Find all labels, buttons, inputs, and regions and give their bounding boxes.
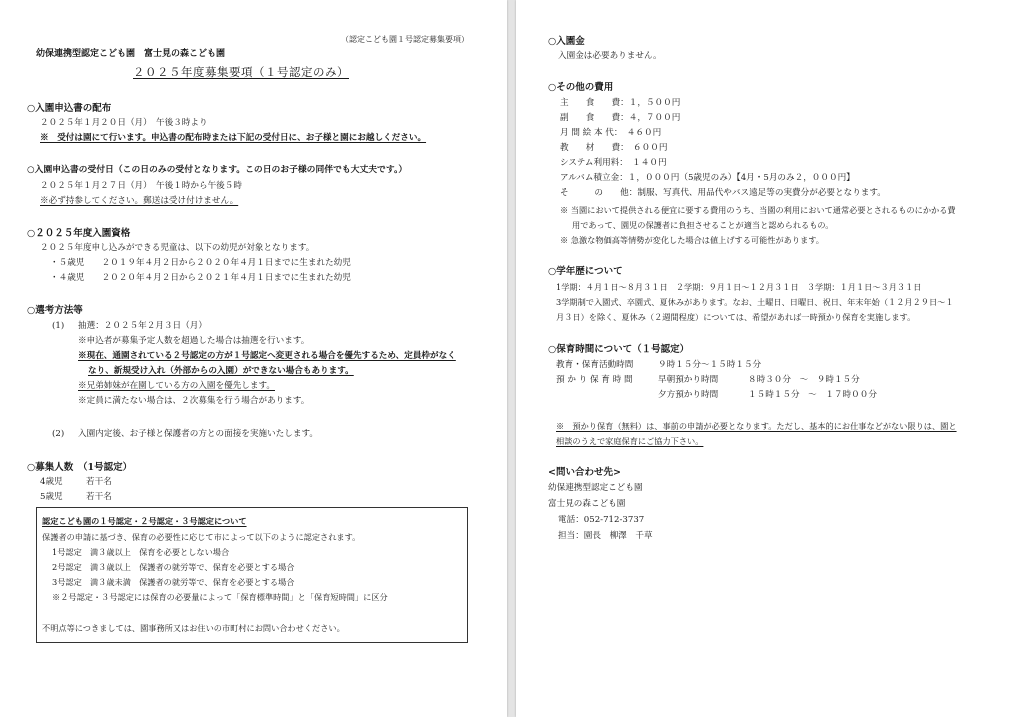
capacity-count-4: 若干名 <box>86 477 112 487</box>
selection-interview: 入園内定後、お子様と保護者の方との面接を実施いたします。 <box>78 429 318 439</box>
fees-note-line2: 用であって、園児の保護者に負担させることが適当と認められるもの。 <box>572 220 834 230</box>
eligibility-item-5yo: ・５歳児 ２０１９年４月２日から２０２０年４月１日までに生まれた幼児 <box>50 258 351 268</box>
fees-note-price-change: ※ 急激な物価高等情勢が変化した場合は値上げする可能性があります。 <box>560 235 824 245</box>
section-heading-contact: <問い合わせ先> <box>548 467 621 478</box>
selection-note-lottery: ※申込者が募集予定人数を超過した場合は抽選を行います。 <box>78 336 310 346</box>
contact-person: 担当：園長 柳澤 千草 <box>558 531 653 541</box>
capacity-count-5: 若干名 <box>86 492 112 502</box>
page-title: ２０２５年度募集要項（１号認定のみ） <box>133 65 349 79</box>
certification-info-box <box>36 507 468 643</box>
section-heading-eligibility: ○２０２５年度入園資格 <box>27 228 131 239</box>
care-hours-label-evening: 夕方預かり時間 <box>658 390 719 400</box>
selection-note-priority-line1: ※現在、通園されている２号認定の方が１号認定へ変更される場合を優先するため、定員枠がなく <box>78 351 456 361</box>
care-hours-value-education: ９時１５分～１５時１５分 <box>658 360 762 370</box>
fee-materials: 教 材 費： ６００円 <box>560 143 668 153</box>
receipt-note: ※必ず持参してください。郵送は受け付けません。 <box>40 196 239 206</box>
contact-school-name: 富士見の森こども園 <box>548 499 626 509</box>
document-subtitle-note: （認定こども園１号認定募集要項） <box>341 35 469 44</box>
box-line-contact: 不明点等につきましては、園事務所又はお住いの市町村にお問い合わせください。 <box>42 623 345 633</box>
contact-organization-type: 幼保連携型認定こども園 <box>548 483 643 493</box>
fee-picture-book: 月 間 絵 本 代： ４６０円 <box>560 128 662 138</box>
fee-side-dish: 副 食 費：４，７００円 <box>560 113 681 123</box>
box-line-type3: 3号認定 満３歳未満 保護者の就労等で、保育を必要とする場合 <box>52 577 295 587</box>
eligibility-intro: ２０２５年度申し込みができる児童は、以下の幼児が対象となります。 <box>40 243 315 253</box>
box-line-intro: 保護者の申請に基づき、保育の必要性に応じて市によって以下のように認定されます。 <box>42 532 361 542</box>
section-heading-application-receipt: ○入園申込書の受付日（この日のみの受付となります。この日のお子様の同伴でも大丈夫です。） <box>27 165 408 175</box>
box-line-type2: 2号認定 満３歳以上 保護者の就労等で、保育を必要とする場合 <box>52 562 295 572</box>
section-heading-selection: ○選考方法等 <box>27 305 83 316</box>
calendar-terms: 1学期：４月１日～８月３１日 ２学期：９月１日～１２月３１日 ３学期：１月１日～３月３１日 <box>556 282 922 292</box>
care-hours-label-morning: 早朝預かり時間 <box>658 375 719 385</box>
care-hours-value-morning: ８時３０分 ～ ９時１５分 <box>748 375 860 385</box>
fees-note-line1: ※ 当園において提供される便宜に要する費用のうち、当園の利用において通常必要とされるものにかかる費 <box>560 205 956 215</box>
box-line-note: ※２号認定・３号認定には保育の必要量によって「保育標準時間」と「保育短時間」に区分 <box>52 592 388 602</box>
section-heading-application-distribution: ○入園申込書の配布 <box>27 103 112 114</box>
section-heading-admission-fee: ○入園金 <box>548 36 585 47</box>
section-heading-school-calendar: ○学年歴について <box>548 266 623 277</box>
box-line-type1: 1号認定 満３歳以上 保育を必要としない場合 <box>52 547 230 557</box>
selection-item-2-label: (2) <box>52 429 65 439</box>
selection-note-second-round: ※定員に満たない場合は、２次募集を行う場合があります。 <box>78 396 310 406</box>
selection-item-1-label: (1) <box>52 321 65 331</box>
admission-fee-text: 入園金は必要ありません。 <box>558 51 662 61</box>
care-hours-value-evening: １５時１５分 ～ １７時００分 <box>748 390 877 400</box>
distribution-date: ２０２５年１月２０日（月） 午後３時より <box>40 118 208 128</box>
section-heading-care-hours: ○保育時間について（１号認定） <box>548 344 690 355</box>
calendar-note-line1: 3学期制で入園式、卒園式、夏休みがあります。なお、土曜日、日曜日、祝日、年末年始（１２月２９日～１ <box>556 297 954 307</box>
selection-note-priority-line2: なり、新規受け入れ（外部からの入園）ができない場合もあります。 <box>88 366 354 376</box>
care-hours-label-education: 教育・保育活動時間 <box>556 360 634 370</box>
fee-album: アルバム積立金：１，０００円（5歳児のみ）【4月・5月のみ２，０００円】 <box>560 173 855 183</box>
selection-lottery-date: 抽選：２０２５年２月３日（月） <box>78 321 207 331</box>
care-hours-label-extended: 預 か り 保 育 時 間 <box>556 375 633 385</box>
left-page <box>0 0 507 717</box>
section-heading-capacity: ○募集人数 （1号認定） <box>27 462 133 473</box>
care-hours-note-line2: 相談のうえで家庭保育にご協力下さい。 <box>556 436 704 446</box>
care-hours-note-line1: ※ 預かり保育（無料）は、事前の申請が必要となります。ただし、基本的にお仕事などがない限りは、園と <box>556 421 957 431</box>
selection-note-siblings: ※兄弟姉妹が在園している方の入園を優先します。 <box>78 381 275 391</box>
fee-other: そ の 他：制服、写真代、用品代やバス遠足等の実費分が必要となります。 <box>560 188 886 198</box>
right-page <box>516 0 1024 717</box>
receipt-date: ２０２５年１月２７日（月） 午後１時から午後５時 <box>40 181 242 191</box>
calendar-note-line2: 月３日）を除く、夏休み（２週間程度）については、希望があれば一時預かり保育を実施します。 <box>556 312 916 322</box>
fee-system: システム利用料： １４０円 <box>560 158 667 168</box>
capacity-age-4: 4歳児 <box>40 477 63 487</box>
section-heading-other-fees: ○その他の費用 <box>548 82 614 93</box>
eligibility-item-4yo: ・４歳児 ２０２０年４月２日から２０２１年４月１日までに生まれた幼児 <box>50 273 351 283</box>
distribution-note: ※ 受付は園にて行います。申込書の配布時または下記の受付日に、お子様と園にお越しください。 <box>40 133 427 143</box>
school-header: 幼保連携型認定こども園 富士見の森こども園 <box>36 49 226 59</box>
fee-staple-food: 主 食 費：１，５００円 <box>560 98 681 108</box>
capacity-age-5: 5歳児 <box>40 492 63 502</box>
box-title: 認定こども園の１号認定・２号認定・３号認定について <box>42 516 247 526</box>
contact-phone: 電話：052-712-3737 <box>558 515 645 525</box>
